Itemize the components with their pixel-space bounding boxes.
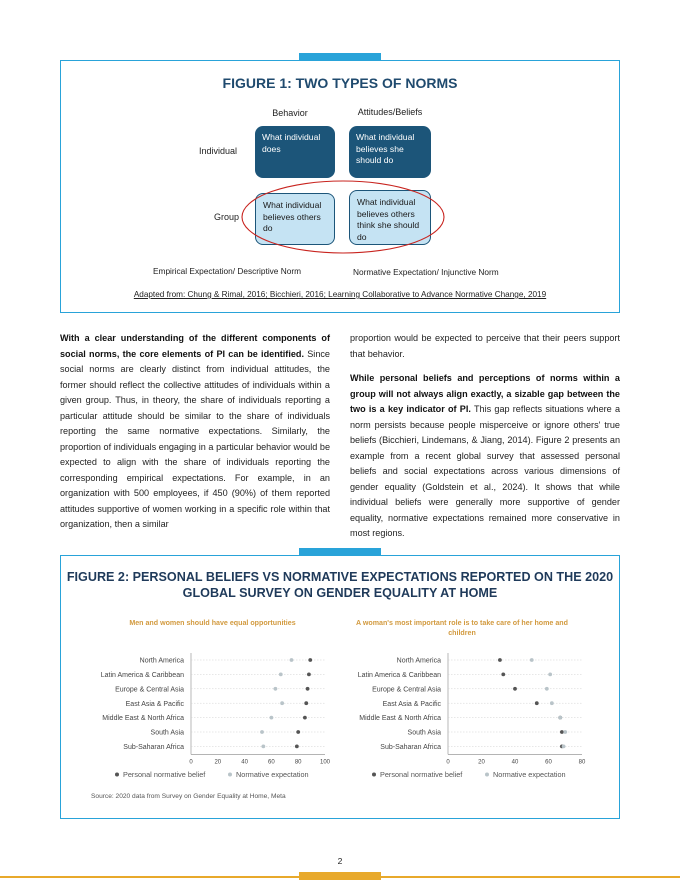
personal-belief-dot (501, 673, 505, 677)
normative-expectation-dot (270, 716, 274, 720)
category-label: East Asia & Pacific (382, 700, 441, 708)
normative-expectation-dot (280, 701, 284, 705)
personal-belief-dot (303, 716, 307, 720)
row-header-individual: Individual (199, 146, 238, 156)
legend-marker (228, 773, 232, 777)
right-bold-lead: While personal beliefs and perceptions of norms within a group will not always align exactly, a sizable gap between the two is a key indicator of PI. (350, 373, 620, 414)
category-label: East Asia & Pacific (125, 700, 184, 708)
figure2-title: FIGURE 2: PERSONAL BELIEFS VS NORMATIVE EXPECTATIONS REPORTED ON THE 2020 GLOBAL SURVEY ON GENDER EQUALITY AT HOME (66, 570, 614, 600)
category-label: South Asia (407, 729, 441, 737)
personal-belief-dot (307, 673, 311, 677)
x-tick-label: 20 (478, 759, 485, 766)
personal-belief-dot (498, 658, 502, 662)
chart-womans-role (342, 648, 592, 788)
normative-expectation-dot (261, 745, 265, 749)
legend-label: Normative expectation (493, 770, 566, 779)
category-label: South Asia (150, 729, 184, 737)
figure2-source: Source: 2020 data from Survey on Gender Equality at Home, Meta (91, 793, 286, 800)
category-label: Europe & Central Asia (115, 686, 184, 694)
personal-belief-dot (308, 658, 312, 662)
legend-label: Personal normative belief (123, 770, 206, 779)
normative-expectation-dot (545, 687, 549, 691)
figure1-title: FIGURE 1: TWO TYPES OF NORMS (222, 75, 458, 91)
highlight-ellipse (240, 180, 450, 260)
personal-belief-dot (296, 730, 300, 734)
box-group-behavior: What individual believes others do (255, 193, 335, 245)
personal-belief-dot (295, 745, 299, 749)
body-right-column (350, 331, 620, 542)
column-header-behavior: Behavior (272, 108, 308, 118)
normative-expectation-dot (562, 745, 566, 749)
personal-belief-dot (513, 687, 517, 691)
x-tick-label: 40 (241, 759, 248, 766)
legend-marker (372, 773, 376, 777)
figure1-source: Adapted from: Chung & Rimal, 2016; Bicchieri, 2016; Learning Collaborative to Advance Normative Change, 2019 (133, 290, 547, 299)
x-tick-label: 20 (214, 759, 222, 766)
x-tick-label: 80 (294, 759, 302, 766)
left-body-text: Since social norms are clearly distinct from individual attitudes, the former should reflect the collective attitudes of individuals within a given group. Thus, in theory, the share of individuals reporting a particular attitude should be similar to the share of individuals reporting the same normative expectations. Similarly, the proportion of individuals engaging in a particular behavior would be expected to align with the share of individuals reporting the corresponding empirical expectations. For example, in an organization with 500 employees, if 450 (90%) of them reported attitudes supportive of women working in a specific role within that organization, then a similar (60, 348, 330, 529)
legend-marker (115, 773, 119, 777)
normative-expectation-dot (290, 658, 294, 662)
normative-expectation-dot (563, 730, 567, 734)
box-individual-attitude: What individual believes she should do (349, 126, 431, 178)
left-bold-lead: With a clear understanding of the different components of social norms, the core elements of PI can be identified. (60, 333, 330, 359)
personal-belief-dot (306, 687, 310, 691)
legend-marker (485, 773, 489, 777)
right-paragraph-2 (350, 371, 620, 542)
caption-descriptive-norm: Empirical Expectation/ Descriptive Norm (153, 266, 302, 276)
column-header-attitudes: Attitudes/Beliefs (357, 107, 423, 117)
normative-expectation-dot (279, 673, 283, 677)
footer-tab (299, 872, 381, 880)
category-label: North America (139, 657, 184, 665)
x-tick-label: 80 (578, 759, 586, 766)
page-number: 2 (337, 856, 343, 866)
normative-expectation-dot (260, 730, 264, 734)
x-tick-label: 0 (446, 759, 450, 766)
legend-label: Personal normative belief (380, 770, 463, 779)
legend-label: Normative expectation (236, 770, 309, 779)
category-label: North America (396, 657, 441, 665)
box-individual-behavior: What individual does (255, 126, 335, 178)
x-tick-label: 100 (319, 759, 331, 766)
category-label: Europe & Central Asia (372, 686, 441, 694)
category-label: Latin America & Caribbean (100, 672, 184, 679)
personal-belief-dot (304, 701, 308, 705)
personal-belief-dot (560, 730, 564, 734)
caption-injunctive-norm: Normative Expectation/ Injunctive Norm (353, 267, 499, 277)
personal-belief-dot (535, 701, 539, 705)
normative-expectation-dot (550, 701, 554, 705)
category-label: Middle East & North Africa (102, 715, 184, 723)
normative-expectation-dot (548, 673, 552, 677)
chart1-title: Men and women should have equal opportunities (129, 619, 296, 627)
category-label: Middle East & North Africa (359, 715, 441, 723)
x-tick-label: 40 (511, 759, 519, 766)
normative-expectation-dot (558, 716, 562, 720)
category-label: Sub-Saharan Africa (380, 744, 441, 751)
right-body-text: This gap reflects situations where a norm persists because people misperceive or ignore others' true beliefs (Bicchieri, Lindemans, & Jiang, 2014). Figure 2 presents an example from a recent global survey that assessed personal beliefs and social expectations across various dimensions of gender equality (Goldstein et al., 2024). It shows that while individual beliefs were generally more supportive of gender equality, normative expectations remained more conservative in most regions. (350, 404, 621, 538)
body-left-column (60, 331, 330, 533)
category-label: Latin America & Caribbean (357, 672, 441, 679)
x-tick-label: 60 (268, 759, 275, 766)
category-label: Sub-Saharan Africa (123, 744, 184, 751)
x-tick-label: 60 (545, 759, 552, 766)
chart2-title: A woman's most important role is to take care of her home and children (356, 619, 568, 637)
box-group-attitude: What individual believes others think she should do (349, 190, 431, 245)
normative-expectation-dot (274, 687, 278, 691)
normative-expectation-dot (530, 658, 534, 662)
x-tick-label: 0 (189, 759, 193, 766)
chart-equal-opportunities (85, 648, 335, 788)
row-header-group: Group (214, 212, 240, 222)
right-paragraph-1: proportion would be expected to perceive that their peers support that behavior. (350, 333, 620, 359)
